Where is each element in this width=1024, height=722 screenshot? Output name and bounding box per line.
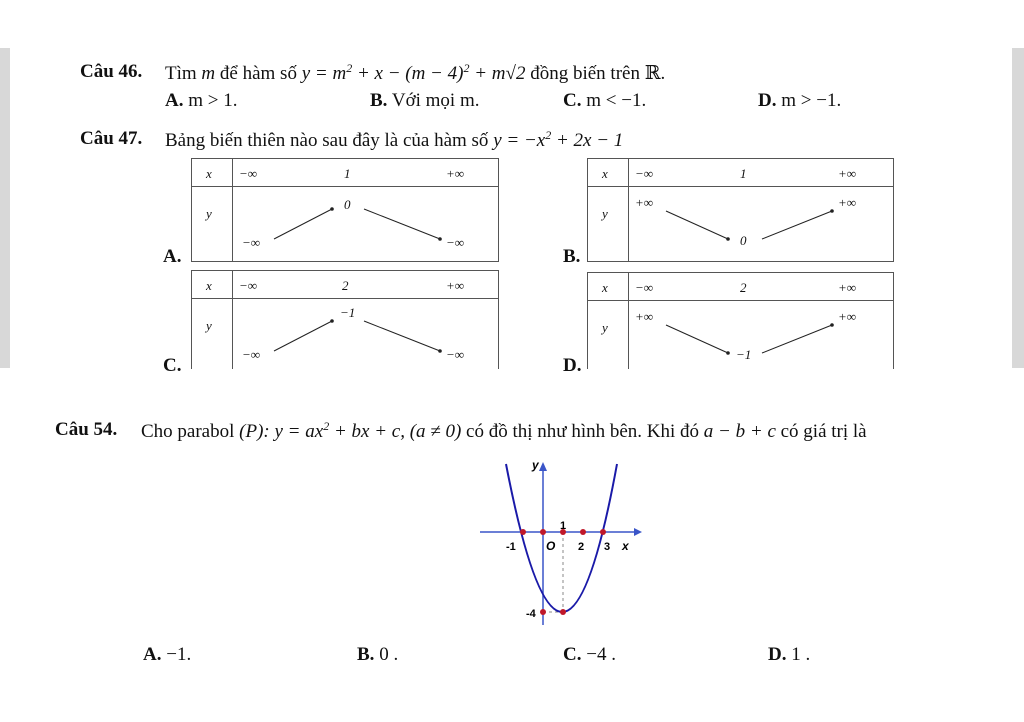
table-d-v2: −1 — [736, 347, 752, 362]
q46-label: Câu 46. — [80, 61, 143, 82]
table-a-arrows — [192, 159, 498, 261]
tick-neg1-label: -1 — [506, 541, 516, 553]
tick-neg4-label: -4 — [526, 608, 536, 620]
q46-stem — [165, 62, 665, 83]
q54-option-d-letter: D. — [768, 644, 787, 665]
q46-text-mid: để hàm số — [219, 63, 297, 84]
q54-text-c: có giá trị là — [780, 421, 867, 442]
table-b-v2: 0 — [740, 233, 747, 248]
q47-formula-a: y = −x — [493, 130, 546, 151]
table-a-v3: −∞ — [446, 235, 465, 250]
table-a-x2: 1 — [344, 166, 351, 181]
q47-option-d-letter[interactable]: D. — [563, 355, 582, 376]
q54-option-a[interactable] — [143, 645, 191, 664]
q54-option-a-text: −1. — [166, 644, 192, 665]
q46-formula-b: + x − (m − 4) — [352, 63, 464, 84]
table-a-y-label: y — [206, 206, 212, 221]
q46-text-pre: Tìm — [165, 63, 197, 84]
table-b-y-label: y — [602, 206, 608, 221]
y-axis-arrow — [539, 462, 547, 471]
q54-option-c-letter: C. — [563, 644, 582, 665]
q47-label: Câu 47. — [80, 128, 143, 149]
table-d-x-label: x — [602, 280, 608, 295]
q46-option-a[interactable] — [165, 91, 237, 110]
q46-option-d-text: m > −1. — [781, 90, 842, 111]
q47-option-b-letter[interactable]: B. — [563, 246, 581, 267]
table-a-arrow-down — [364, 209, 440, 239]
variation-table-c[interactable] — [191, 270, 499, 369]
table-b-arrows — [588, 159, 893, 261]
origin-label: O — [546, 539, 556, 553]
table-d-arrow-up — [762, 325, 832, 353]
x-axis-label: x — [622, 539, 629, 553]
q54-option-b[interactable] — [357, 645, 398, 664]
q46-option-a-text: m > 1. — [188, 90, 238, 111]
q54-option-c[interactable] — [563, 645, 616, 664]
table-d-x2: 2 — [740, 280, 747, 295]
q47-text: Bảng biến thiên nào sau đây là của hàm số — [165, 130, 489, 151]
table-a-x3: +∞ — [446, 166, 465, 181]
q54-sup: 2 — [323, 419, 330, 433]
q54-option-a-letter: A. — [143, 644, 162, 665]
q46-formula — [302, 63, 526, 84]
table-c-v1: −∞ — [242, 347, 261, 362]
table-a-x-label: x — [206, 166, 212, 181]
q54-option-c-text: −4 . — [586, 644, 616, 665]
q46-formula-c: + m√2 — [469, 63, 526, 84]
variation-table-d[interactable] — [587, 272, 894, 369]
q47-option-a-letter[interactable]: A. — [163, 246, 182, 267]
root-3-dot — [600, 529, 606, 535]
table-d-arrows — [588, 273, 893, 369]
table-c-v2: −1 — [340, 305, 356, 320]
table-a-v1: −∞ — [242, 235, 261, 250]
tick-3-label: 3 — [604, 541, 611, 553]
table-b-v1: +∞ — [635, 195, 654, 210]
q46-option-c-letter: C. — [563, 90, 582, 111]
table-c-arrow-down — [364, 321, 440, 351]
tick-2-dot — [580, 529, 586, 535]
table-d-x1: −∞ — [635, 280, 654, 295]
parabola-curve — [506, 464, 617, 612]
q46-formula-a: y = m — [301, 63, 347, 84]
root-neg1-dot — [520, 529, 526, 535]
table-d-y-label: y — [602, 320, 608, 335]
parabola-graph — [476, 455, 646, 630]
table-d-x3: +∞ — [838, 280, 857, 295]
left-margin-bar — [0, 48, 10, 368]
table-a-x1: −∞ — [239, 166, 258, 181]
table-b-arrow-down — [666, 211, 728, 239]
tick-2-label: 2 — [578, 541, 585, 553]
table-c-x2: 2 — [342, 278, 349, 293]
q47-stem — [165, 129, 623, 150]
q46-option-a-letter: A. — [165, 90, 184, 111]
q54-text-b: có đồ thị như hình bên. Khi đó — [466, 421, 700, 442]
table-d-v3: +∞ — [838, 309, 857, 324]
table-b-x3: +∞ — [838, 166, 857, 181]
neg4-dot — [540, 609, 546, 615]
q54-formula-a: (P): y = ax — [239, 421, 324, 442]
q54-option-d-text: 1 . — [791, 644, 811, 665]
table-b-x2: 1 — [740, 166, 747, 181]
variation-table-b[interactable] — [587, 158, 894, 262]
table-b-v3: +∞ — [838, 195, 857, 210]
q54-option-d[interactable] — [768, 645, 810, 664]
q47-option-c-letter[interactable]: C. — [163, 355, 182, 376]
y-axis-label: y — [532, 458, 539, 472]
q46-var-m: m — [201, 63, 216, 84]
q54-label: Câu 54. — [55, 419, 118, 440]
q54-formula — [239, 421, 461, 442]
q54-text-a: Cho parabol — [141, 421, 235, 442]
q54-formula-b: + bx + c, (a ≠ 0) — [329, 421, 462, 442]
q54-stem — [141, 420, 867, 441]
table-d-v1: +∞ — [635, 309, 654, 324]
table-c-x3: +∞ — [446, 278, 465, 293]
table-a-v2: 0 — [344, 197, 351, 212]
origin-dot — [540, 529, 546, 535]
q46-option-b-letter: B. — [370, 90, 388, 111]
q54-option-b-letter: B. — [357, 644, 375, 665]
q46-option-d-letter: D. — [758, 90, 777, 111]
q46-option-b[interactable] — [370, 91, 480, 110]
q46-sup1: 2 — [346, 61, 353, 75]
x-axis-arrow — [634, 528, 642, 536]
table-c-arrows — [192, 271, 498, 369]
table-b-x-label: x — [602, 166, 608, 181]
table-b-arrow-up — [762, 211, 832, 239]
q47-formula-b: + 2x − 1 — [551, 130, 624, 151]
right-margin-bar — [1012, 48, 1024, 368]
table-c-arrow-up — [274, 321, 332, 351]
vertex-dot — [560, 609, 566, 615]
q46-option-d[interactable] — [758, 91, 841, 110]
q46-text-post: đồng biến trên ℝ. — [530, 63, 666, 84]
q46-option-c[interactable] — [563, 91, 646, 110]
q46-sup2: 2 — [463, 61, 470, 75]
table-d-arrow-down — [666, 325, 728, 353]
table-c-x1: −∞ — [239, 278, 258, 293]
variation-table-a[interactable] — [191, 158, 499, 262]
q54-option-b-text: 0 . — [379, 644, 399, 665]
q47-formula — [493, 130, 623, 151]
table-c-x-label: x — [206, 278, 212, 293]
table-a-arrow-up — [274, 209, 332, 239]
q47-sup: 2 — [545, 128, 552, 142]
q54-expr: a − b + c — [703, 421, 776, 442]
table-c-y-label: y — [206, 318, 212, 333]
q46-option-b-text: Với mọi m. — [391, 90, 480, 111]
table-c-v3: −∞ — [446, 347, 465, 362]
table-b-x1: −∞ — [635, 166, 654, 181]
q46-option-c-text: m < −1. — [586, 90, 647, 111]
tick-1-label: 1 — [560, 520, 567, 532]
